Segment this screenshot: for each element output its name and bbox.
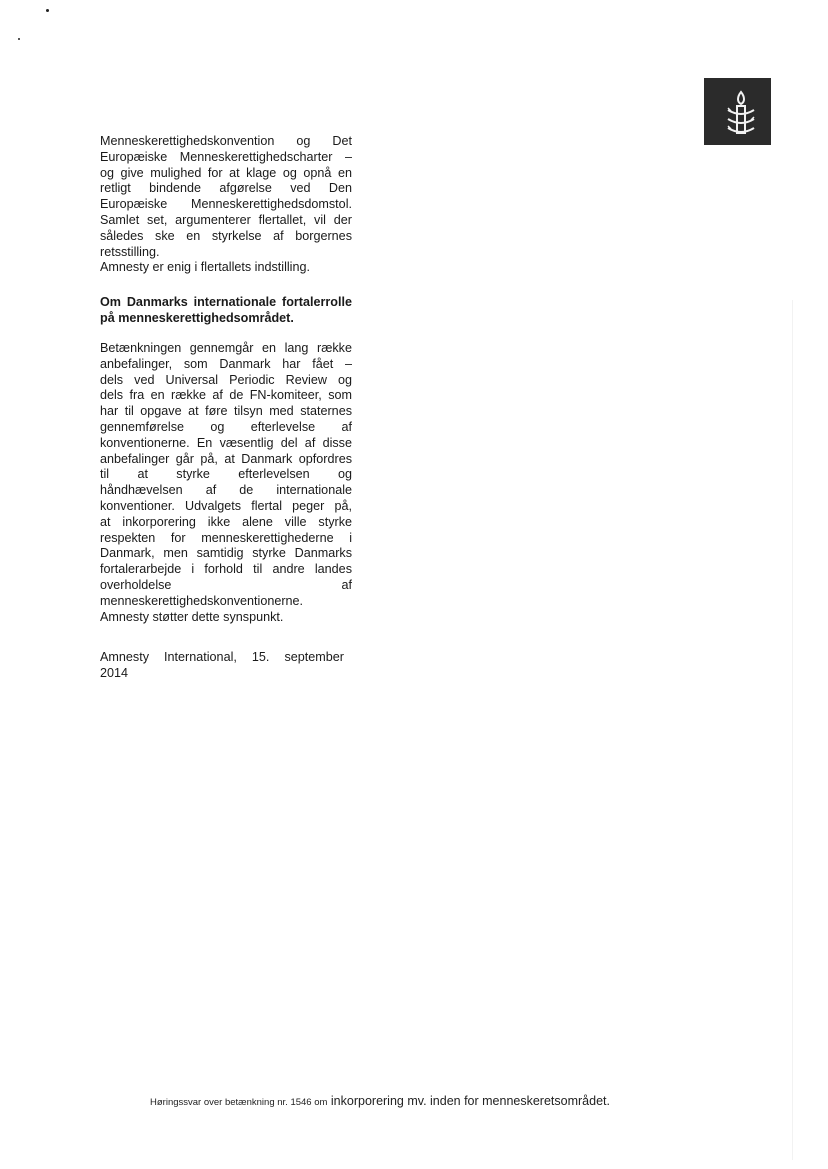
section-heading	[100, 295, 352, 327]
text-line: Amnesty støtter dette synspunkt.	[100, 609, 284, 624]
text-line: og give mulighed for at klage og opnå en	[100, 165, 352, 180]
amnesty-logo	[704, 78, 771, 145]
text-line: Menneskerettighedskonvention og Det	[100, 134, 352, 148]
paragraph-continuation	[100, 134, 352, 276]
text-line: Amnesty er enig i flertallets indstilling.	[100, 260, 310, 275]
signature-line: Amnesty International, 15. september	[100, 650, 344, 664]
text-line: anbefalinger går på, at Danmark opfordres	[100, 451, 352, 466]
text-line: har til opgave at føre tilsyn med staternes	[100, 404, 352, 419]
signature-date: 2014	[100, 665, 129, 680]
text-line: respekten for menneskerettighederne i	[100, 530, 352, 545]
scan-edge-line	[792, 300, 793, 1160]
paragraph-body	[100, 341, 352, 625]
text-line: håndhævelsen af de internationale	[100, 483, 352, 498]
heading-line: på menneskerettighedsområdet.	[100, 310, 294, 325]
text-line: retligt bindende afgørelse ved Den	[100, 181, 352, 196]
signature-block	[100, 650, 344, 682]
scan-speck	[46, 9, 49, 12]
text-line: anbefalinger, som Danmark har fået –	[100, 356, 352, 371]
text-line: Danmark, men samtidig styrke Danmarks	[100, 546, 352, 561]
text-line: overholdelse af	[100, 577, 352, 592]
footer-large-text: inkorporering mv. inden for menneskeretsområdet.	[330, 1094, 610, 1108]
text-line: konventioner. Udvalgets flertal peger på,	[100, 498, 352, 513]
page-footer	[150, 1094, 630, 1108]
text-line: dels fra en række af de FN-komiteer, som	[100, 388, 352, 403]
text-line: således ske en styrkelse af borgernes	[100, 228, 352, 243]
text-line: Europæiske Menneskerettighedsdomstol.	[100, 197, 352, 212]
text-line: Europæiske Menneskerettighedscharter –	[100, 149, 352, 164]
text-line: menneskerettighedskonventionerne.	[100, 593, 304, 608]
text-line: dels ved Universal Periodic Review og	[100, 372, 352, 387]
heading-line: Om Danmarks internationale fortalerrolle	[100, 295, 352, 309]
text-line: retsstilling.	[100, 244, 160, 259]
text-line: gennemførelse og efterlevelse af	[100, 419, 352, 434]
text-line: at inkorporering ikke alene ville styrke	[100, 514, 352, 529]
text-line: Betænkningen gennemgår en lang række	[100, 341, 352, 355]
footer-small-text: Høringssvar over betænkning nr. 1546 om	[150, 1097, 328, 1108]
text-line: Samlet set, argumenterer flertallet, vil der	[100, 212, 352, 227]
text-line: fortalerarbejde i forhold til andre landes	[100, 562, 352, 577]
candle-barbed-wire-icon	[704, 78, 771, 145]
scan-speck	[18, 38, 20, 40]
text-line: konventionerne. En væsentlig del af disse	[100, 435, 352, 450]
text-line: til at styrke efterlevelsen og	[100, 467, 352, 482]
